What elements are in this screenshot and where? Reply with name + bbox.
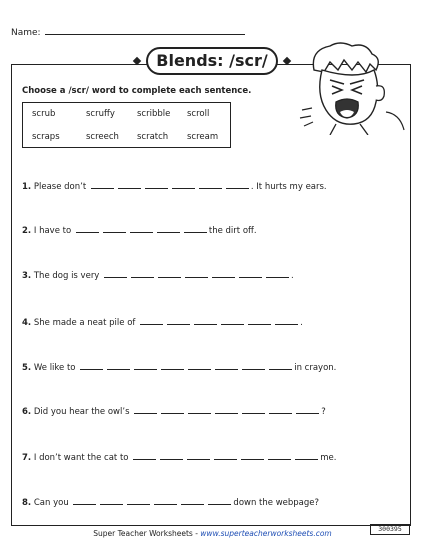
name-line bbox=[11, 26, 245, 38]
answer-blank[interactable] bbox=[157, 225, 180, 233]
answer-blank[interactable] bbox=[161, 362, 184, 370]
question-number: 3. bbox=[22, 271, 32, 281]
question-text-before: Did you hear the owl’s bbox=[33, 407, 130, 417]
answer-blank[interactable] bbox=[242, 406, 265, 414]
answer-blank[interactable] bbox=[269, 406, 292, 414]
question-6 bbox=[22, 406, 326, 417]
instructions: Choose a /scr/ word to complete each sentence. bbox=[22, 86, 252, 96]
answer-blank[interactable] bbox=[154, 497, 177, 505]
answer-blank[interactable] bbox=[266, 270, 289, 278]
answer-blank[interactable] bbox=[188, 362, 211, 370]
answer-blank[interactable] bbox=[248, 317, 271, 325]
question-text-before: We like to bbox=[33, 363, 76, 373]
question-text-after: me. bbox=[320, 453, 337, 463]
question-number: 8. bbox=[22, 498, 32, 508]
screaming-boy-icon bbox=[296, 40, 406, 135]
answer-blank[interactable] bbox=[161, 406, 184, 414]
answer-blank[interactable] bbox=[208, 497, 231, 505]
question-text-after: the dirt off. bbox=[208, 226, 257, 236]
question-number: 6. bbox=[22, 407, 32, 417]
page-title: Blends: /scr/ bbox=[156, 51, 268, 70]
answer-blank[interactable] bbox=[118, 181, 141, 189]
answer-blank[interactable] bbox=[295, 452, 318, 460]
answer-blank[interactable] bbox=[134, 406, 157, 414]
question-text-before: Can you bbox=[33, 498, 69, 508]
question-5 bbox=[22, 362, 336, 373]
question-7 bbox=[22, 452, 336, 463]
name-label: Name: bbox=[11, 28, 41, 38]
answer-blank[interactable] bbox=[76, 225, 99, 233]
answer-blank[interactable] bbox=[172, 181, 195, 189]
answer-blank[interactable] bbox=[127, 497, 150, 505]
question-text-after: down the webpage? bbox=[233, 498, 320, 508]
answer-blank[interactable] bbox=[188, 406, 211, 414]
question-text-before: She made a neat pile of bbox=[33, 318, 136, 328]
answer-blank[interactable] bbox=[221, 317, 244, 325]
answer-blank[interactable] bbox=[181, 497, 204, 505]
answer-blank[interactable] bbox=[80, 362, 103, 370]
answer-blank[interactable] bbox=[130, 225, 153, 233]
question-text-after: . bbox=[300, 318, 303, 328]
question-number: 4. bbox=[22, 318, 32, 328]
answer-blank[interactable] bbox=[215, 362, 238, 370]
question-4 bbox=[22, 317, 303, 328]
answer-blank[interactable] bbox=[194, 317, 217, 325]
answer-blank[interactable] bbox=[160, 452, 183, 460]
question-1 bbox=[22, 181, 327, 192]
footer bbox=[0, 529, 425, 538]
answer-blank[interactable] bbox=[140, 317, 163, 325]
question-number: 2. bbox=[22, 226, 32, 236]
answer-blank[interactable] bbox=[242, 362, 265, 370]
answer-blank[interactable] bbox=[296, 406, 319, 414]
question-text-after: in crayon. bbox=[294, 363, 337, 373]
worksheet-code: 300395 bbox=[370, 524, 410, 535]
answer-blank[interactable] bbox=[73, 497, 96, 505]
word-bank-item: screech bbox=[86, 132, 119, 142]
word-bank-item: scream bbox=[187, 132, 219, 142]
answer-blank[interactable] bbox=[199, 181, 222, 189]
answer-blank[interactable] bbox=[239, 270, 262, 278]
answer-blank[interactable] bbox=[134, 362, 157, 370]
word-bank-item: scrub bbox=[32, 109, 56, 119]
question-8 bbox=[22, 497, 319, 508]
word-bank-item: scruffy bbox=[86, 109, 115, 119]
title-banner bbox=[146, 47, 278, 75]
question-number: 1. bbox=[22, 182, 32, 192]
answer-blank[interactable] bbox=[226, 181, 249, 189]
answer-blank[interactable] bbox=[145, 181, 168, 189]
name-blank[interactable] bbox=[45, 26, 245, 35]
word-bank-item: scribble bbox=[137, 109, 171, 119]
question-text-after: ? bbox=[321, 407, 326, 417]
word-bank-item: scroll bbox=[187, 109, 210, 119]
answer-blank[interactable] bbox=[103, 225, 126, 233]
word-bank bbox=[22, 102, 231, 148]
answer-blank[interactable] bbox=[241, 452, 264, 460]
answer-blank[interactable] bbox=[185, 270, 208, 278]
word-bank-item: scratch bbox=[137, 132, 169, 142]
answer-blank[interactable] bbox=[158, 270, 181, 278]
question-text-after: . bbox=[291, 271, 294, 281]
word-bank-item: scraps bbox=[32, 132, 60, 142]
question-text-after: . It hurts my ears. bbox=[250, 182, 327, 192]
question-text-before: I have to bbox=[33, 226, 72, 236]
question-number: 5. bbox=[22, 363, 32, 373]
answer-blank[interactable] bbox=[100, 497, 123, 505]
answer-blank[interactable] bbox=[107, 362, 130, 370]
answer-blank[interactable] bbox=[104, 270, 127, 278]
footer-url[interactable]: www.superteacherworksheets.com bbox=[200, 529, 332, 538]
question-number: 7. bbox=[22, 453, 32, 463]
question-text-before: I don’t want the cat to bbox=[33, 453, 129, 463]
answer-blank[interactable] bbox=[91, 181, 114, 189]
answer-blank[interactable] bbox=[167, 317, 190, 325]
answer-blank[interactable] bbox=[269, 362, 292, 370]
question-3 bbox=[22, 270, 294, 281]
question-text-before: The dog is very bbox=[33, 271, 100, 281]
answer-blank[interactable] bbox=[268, 452, 291, 460]
footer-text: Super Teacher Worksheets - bbox=[93, 529, 201, 538]
answer-blank[interactable] bbox=[187, 452, 210, 460]
answer-blank[interactable] bbox=[131, 270, 154, 278]
answer-blank[interactable] bbox=[212, 270, 235, 278]
answer-blank[interactable] bbox=[275, 317, 298, 325]
question-text-before: Please don’t bbox=[33, 182, 87, 192]
answer-blank[interactable] bbox=[133, 452, 156, 460]
answer-blank[interactable] bbox=[215, 406, 238, 414]
answer-blank[interactable] bbox=[184, 225, 207, 233]
answer-blank[interactable] bbox=[214, 452, 237, 460]
question-2 bbox=[22, 225, 257, 236]
